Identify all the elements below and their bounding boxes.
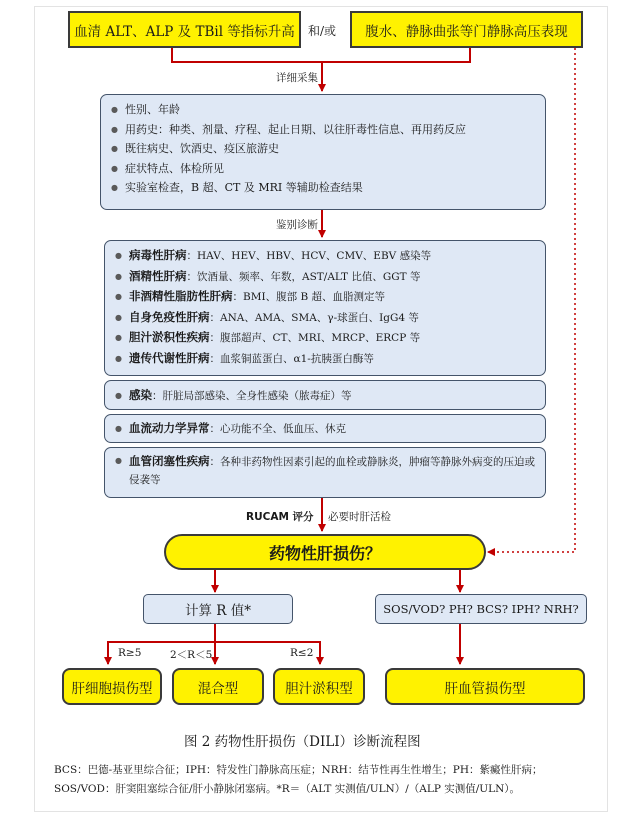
footnote-line: SOS/VOD：肝窦阻塞综合征/肝小静脉闭塞病。*R＝（ALT 实测值/ULN）/（ALP 实测值/ULN）。 (54, 783, 521, 795)
disease-detail: ：BMI、腹部 B 超、血脂测定等 (232, 291, 386, 303)
vascular-occlusive-box (104, 447, 546, 498)
hemodynamic-item (115, 419, 545, 440)
vascular-question-box (375, 594, 587, 624)
r-condition-cholestatic: R≤2 (290, 647, 314, 659)
r-value-text: 计算 R 值* (185, 603, 251, 619)
vascular-occlusive-item (115, 452, 535, 489)
vascular-occlusive-detail: ：各种非药物性因素引起的血栓或静脉炎，肿瘤等静脉外病变的压迫或侵袭等 (129, 456, 535, 486)
r-value-box (143, 594, 293, 624)
disease-detail: ：血浆铜蓝蛋白、α1-抗胰蛋白酶等 (209, 352, 374, 365)
history-item: ● 既往病史、饮酒史、疫区旅游史 (111, 139, 545, 159)
portal-hypertension-text: 腹水、静脉曲张等门静脉高压表现 (365, 23, 568, 40)
disease-item (115, 349, 545, 370)
biopsy-label: 必要时肝活检 (328, 511, 391, 523)
outcome-hepatocellular-text: 肝细胞损伤型 (71, 680, 153, 697)
outcome-mixed-box (172, 668, 264, 705)
disease-name: 自身免疫性肝病 (129, 309, 210, 324)
portal-hypertension-box (350, 11, 583, 48)
outcome-vascular-box (385, 668, 585, 705)
infection-name: 感染 (129, 388, 152, 402)
hemodynamic-box (104, 414, 546, 443)
history-item: ● 性别、年龄 (111, 100, 545, 120)
lab-abnormal-box (68, 11, 301, 48)
disease-item (115, 308, 545, 329)
differential-diagnosis-label: 鉴别诊断 (276, 219, 318, 231)
infection-detail: ：肝脏局部感染、全身性感染（脓毒症）等 (152, 390, 352, 402)
disease-item (115, 287, 545, 308)
hemodynamic-detail: ：心功能不全、低血压、休克 (209, 423, 346, 435)
detailed-collection-label: 详细采集 (276, 72, 318, 84)
history-item: ● 症状特点、体检所见 (111, 159, 545, 179)
r-condition-hepatocellular: R≥5 (118, 647, 142, 659)
infection-box (104, 380, 546, 410)
vascular-occlusive-name: 血管闭塞性疾病 (129, 454, 210, 468)
and-or-label: 和/或 (308, 24, 337, 38)
hemodynamic-name: 血流动力学异常 (129, 421, 210, 435)
outcome-cholestatic-text: 胆汁淤积型 (285, 680, 353, 697)
disease-item (115, 328, 545, 349)
outcome-cholestatic-box (273, 668, 365, 705)
top-merge-line (172, 48, 470, 62)
outcome-mixed-text: 混合型 (197, 680, 239, 697)
differential-box (104, 240, 546, 376)
outcome-hepatocellular-box (62, 668, 162, 705)
footnote-line: BCS：巴德-基亚里综合征；IPH：特发性门静脉高压症；NRH：结节性再生性增生；PH：紫癜性肝病； (54, 764, 543, 776)
disease-name: 病毒性肝病 (129, 248, 187, 262)
disease-detail: ：腹部超声、CT、MRI、MRCP、ERCP 等 (209, 332, 421, 344)
r-condition-mixed: 2＜R＜5 (170, 649, 213, 661)
disease-item (115, 267, 545, 288)
disease-item (115, 246, 545, 267)
disease-detail: ：HAV、HEV、HBV、HCV、CMV、EBV 感染等 (186, 250, 432, 262)
disease-detail: ：ANA、AMA、SMA、γ-球蛋白、IgG4 等 (209, 311, 419, 324)
outcome-vascular-text: 肝血管损伤型 (444, 680, 526, 697)
disease-name: 胆汁淤积性疾病 (129, 330, 210, 344)
disease-detail: ：饮酒量、频率、年数，AST/ALT 比值、GGT 等 (186, 270, 421, 283)
disease-name: 酒精性肝病 (129, 268, 187, 283)
history-box (100, 94, 546, 210)
dili-question-text: 药物性肝损伤？ (268, 543, 381, 563)
history-item: ● 用药史：种类、剂量、疗程、起止日期、以往肝毒性信息、再用药反应 (111, 120, 545, 140)
figure-caption: 图 2 药物性肝损伤（DILI）诊断流程图 (184, 734, 421, 750)
lab-abnormal-text: 血清 ALT、ALP 及 TBil 等指标升高 (74, 23, 295, 40)
infection-item (115, 386, 545, 407)
history-item: ● 实验室检查，B 超、CT 及 MRI 等辅助检查结果 (111, 178, 545, 198)
dili-question-box (164, 534, 486, 570)
disease-name: 遗传代谢性肝病 (129, 350, 210, 365)
rucam-label: RUCAM 评分 (246, 511, 314, 523)
disease-name: 非酒精性脂肪性肝病 (129, 289, 233, 303)
vascular-question-text: SOS/VOD? PH? BCS? IPH? NRH? (383, 602, 579, 616)
